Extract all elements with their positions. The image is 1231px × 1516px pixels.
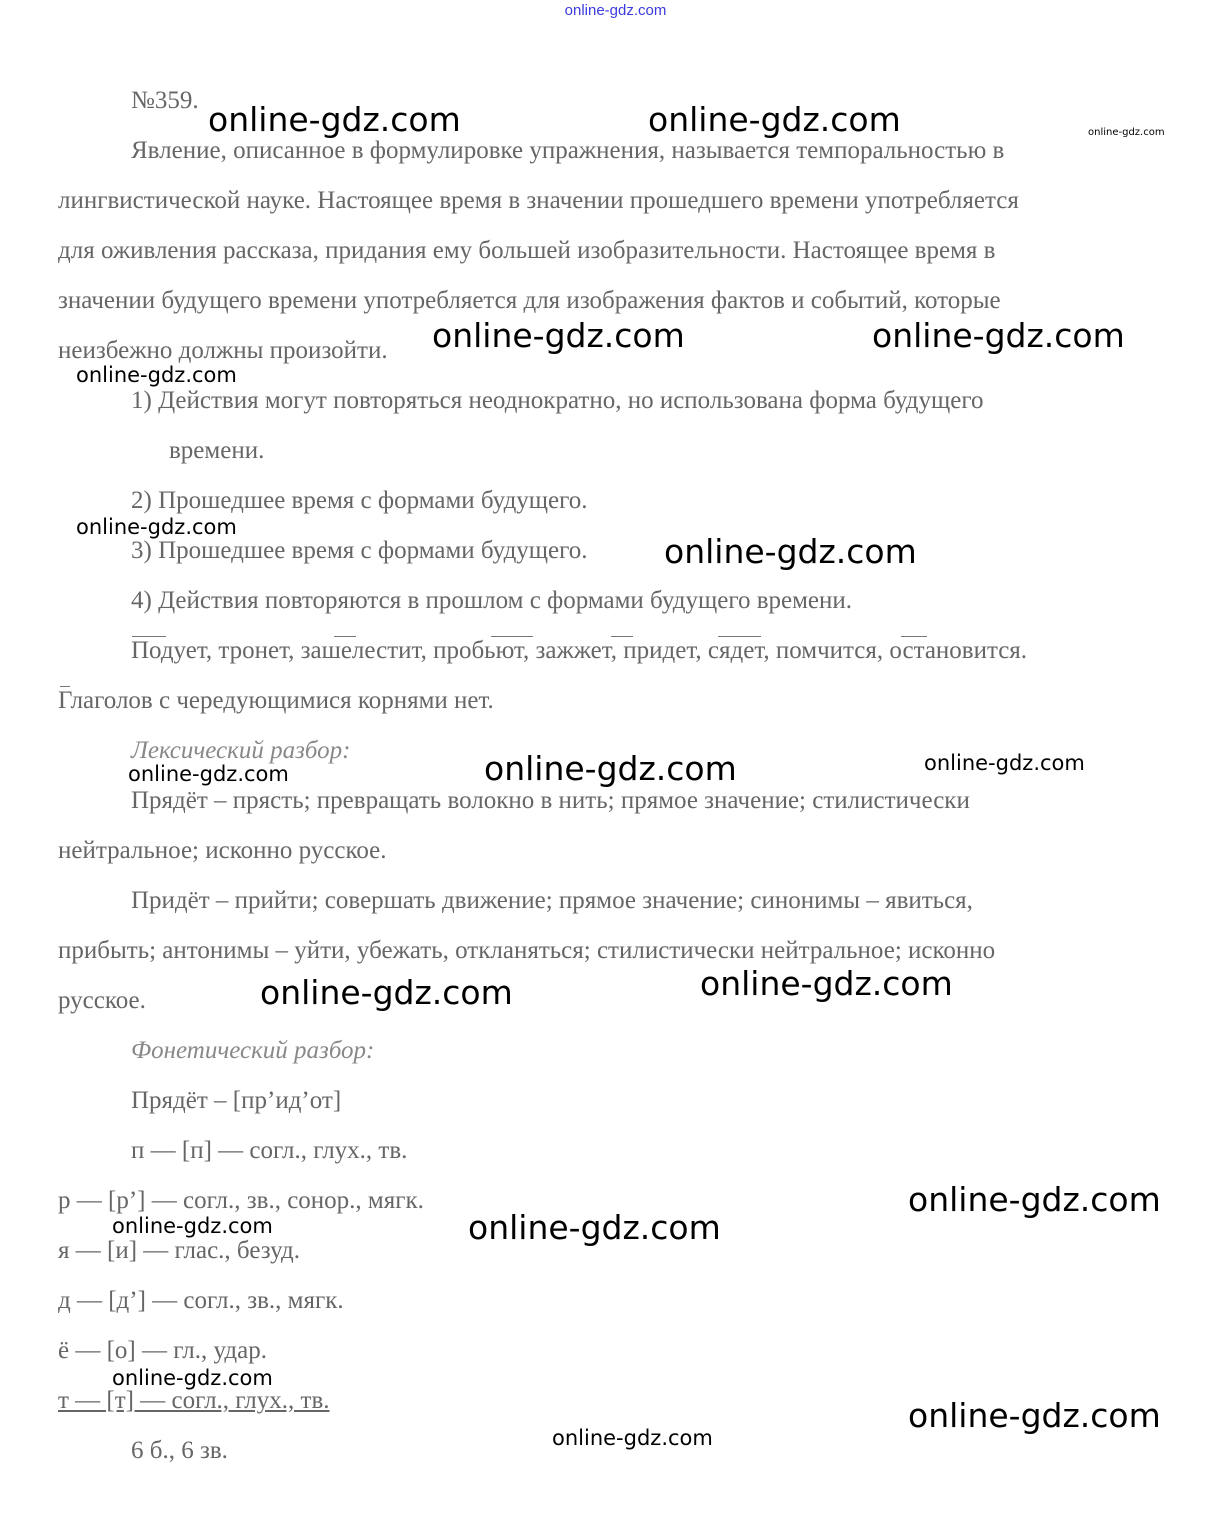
list-item-continuation: времени. <box>169 437 265 464</box>
site-link[interactable]: online-gdz.com <box>564 2 667 19</box>
lexical-line: русское. <box>58 987 146 1014</box>
watermark: online-gdz.com <box>468 1208 721 1247</box>
watermark: online-gdz.com <box>432 316 685 355</box>
watermark: online-gdz.com <box>128 762 289 786</box>
paragraph-line: для оживления рассказа, придания ему большей изобразительности. Настоящее время в <box>58 237 996 264</box>
paragraph-line: Явление, описанное в формулировке упражнения, называется темпоральностью в <box>131 137 1005 164</box>
watermark: online-gdz.com <box>552 1426 713 1450</box>
watermark: online-gdz.com <box>908 1180 1161 1219</box>
lexical-heading: Лексический разбор: <box>131 737 351 764</box>
phonetic-row: р — [р’] — согл., зв., сонор., мягк. <box>58 1187 424 1214</box>
phonetic-word: Прядёт – [пр’ид’от] <box>131 1087 342 1114</box>
list-item: 3) Прошедшее время с формами будущего. <box>131 537 588 564</box>
watermark: online-gdz.com <box>872 316 1125 355</box>
phonetic-row: п — [п] — согл., глух., тв. <box>131 1137 408 1164</box>
paragraph-line: значении будущего времени употребляется для изображения фактов и событий, которые <box>58 287 1001 314</box>
list-item: 4) Действия повторяются в прошлом с формами будущего времени. <box>131 587 853 614</box>
watermark: online-gdz.com <box>260 973 513 1012</box>
paragraph-line: лингвистической науке. Настоящее время в значении прошедшего времени употребляется <box>58 187 1019 214</box>
exercise-number: №359. <box>131 87 199 114</box>
watermark: online-gdz.com <box>76 363 237 387</box>
phonetic-heading: Фонетический разбор: <box>131 1037 375 1064</box>
phonetic-summary: 6 б., 6 зв. <box>131 1437 228 1464</box>
watermark: online-gdz.com <box>208 100 461 139</box>
lexical-line: Придёт – прийти; совершать движение; прямое значение; синонимы – явиться, <box>131 887 973 914</box>
lexical-line: Прядёт – прясть; превращать волокно в нить; прямое значение; стилистически <box>131 787 970 814</box>
watermark: online-gdz.com <box>924 751 1085 775</box>
watermark: online-gdz.com <box>700 964 953 1003</box>
list-item: 1) Действия могут повторяться неоднократно, но использована форма будущего <box>131 387 984 414</box>
watermark: online-gdz.com <box>908 1396 1161 1435</box>
watermark: online-gdz.com <box>76 515 237 539</box>
watermark: online-gdz.com <box>664 532 917 571</box>
verbs-line: Глаголов с чередующимися корнями нет. <box>58 687 494 714</box>
lexical-line: прибыть; антонимы – уйти, убежать, откланяться; стилистически нейтральное; исконно <box>58 937 996 964</box>
phonetic-row: д — [д’] — согл., зв., мягк. <box>58 1287 344 1314</box>
watermark: online-gdz.com <box>112 1214 273 1238</box>
phonetic-row: я — [и] — глас., безуд. <box>58 1237 300 1264</box>
watermark: online-gdz.com <box>112 1366 273 1390</box>
phonetic-row: т — [т] — согл., глух., тв. <box>58 1387 330 1414</box>
watermark: online-gdz.com <box>1088 127 1165 138</box>
verbs-line: Подует, тронет, зашелестит, пробьют, зажжет, придет, сядет, помчится, остановится. <box>131 637 1028 664</box>
watermark: online-gdz.com <box>484 749 737 788</box>
list-item: 2) Прошедшее время с формами будущего. <box>131 487 588 514</box>
lexical-line: нейтральное; исконно русское. <box>58 837 387 864</box>
paragraph-line: неизбежно должны произойти. <box>58 337 388 364</box>
watermark: online-gdz.com <box>648 100 901 139</box>
phonetic-row: ё — [о] — гл., удар. <box>58 1337 267 1364</box>
